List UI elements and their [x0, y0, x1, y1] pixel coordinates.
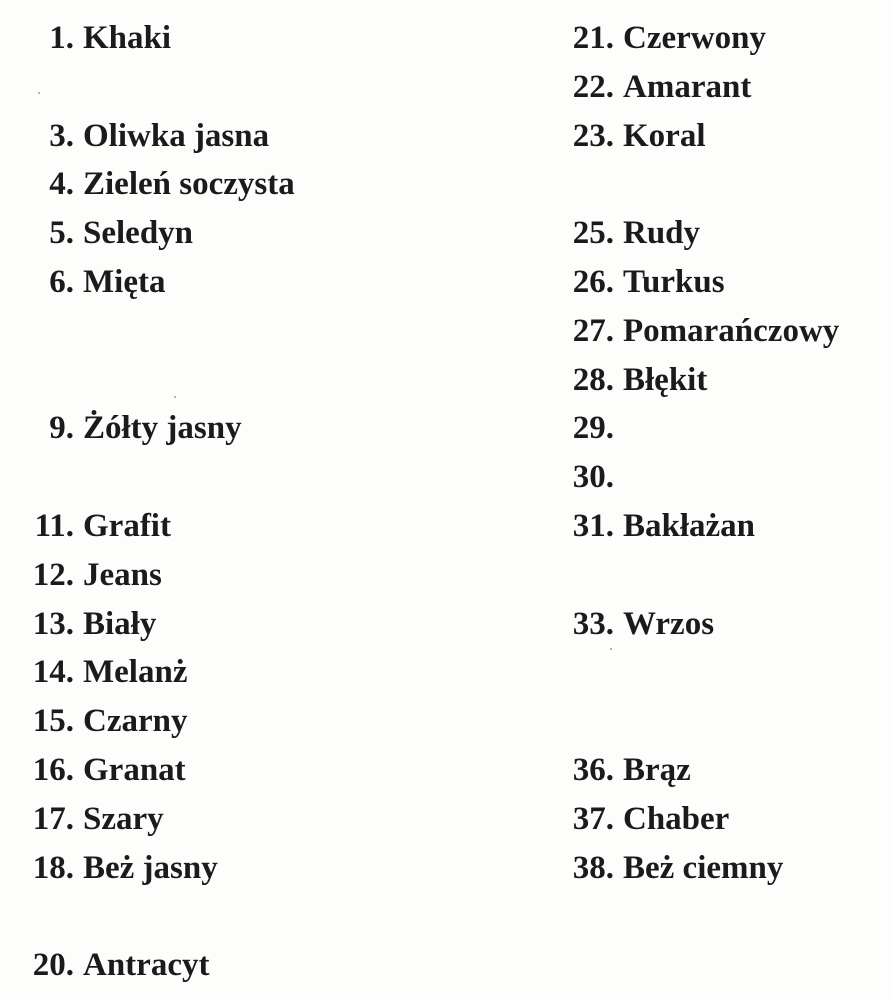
color-list-item [28, 307, 448, 356]
color-list-item [566, 356, 886, 405]
item-number: 6. [49, 263, 74, 300]
color-list-item [28, 795, 448, 844]
item-number: 27. [572, 312, 614, 349]
color-list-item [566, 63, 886, 112]
color-list-item [566, 795, 886, 844]
right-color-list [566, 14, 886, 892]
item-number: 38. [572, 849, 614, 886]
item-number: 20. [32, 947, 74, 984]
item-number: 5. [49, 215, 74, 252]
item-number: 17. [32, 800, 74, 837]
left-color-list [28, 14, 448, 990]
color-list-item [28, 63, 448, 112]
color-list-item [28, 844, 448, 893]
item-number: 16. [32, 751, 74, 788]
color-list-item [28, 697, 448, 746]
color-list-item [28, 160, 448, 209]
color-name: Jeans [83, 556, 162, 593]
color-name: Seledyn [83, 215, 194, 252]
color-list-item [566, 648, 886, 697]
color-name: Oliwka jasna [83, 117, 270, 154]
color-list-item [28, 258, 448, 307]
color-name: Turkus [623, 263, 725, 300]
scan-speck [38, 92, 40, 94]
color-list-item [28, 746, 448, 795]
color-name: Biały [83, 605, 157, 642]
item-number: 1. [49, 20, 74, 56]
item-number: 13. [32, 605, 74, 642]
color-list-item [566, 600, 886, 649]
item-number: 11. [34, 507, 74, 544]
item-number: 26. [572, 263, 614, 300]
item-number: 36. [572, 751, 614, 788]
item-number: 22. [572, 68, 614, 105]
color-name: Khaki [83, 20, 172, 56]
color-list-item [566, 404, 886, 453]
color-name: Brąz [623, 751, 691, 788]
color-list-item [28, 453, 448, 502]
item-number: 21. [572, 20, 614, 56]
color-list-item [28, 14, 448, 63]
color-list-item [28, 356, 448, 405]
color-name: Granat [83, 751, 186, 788]
scan-speck [174, 396, 176, 398]
color-list-item [28, 502, 448, 551]
color-name: Beż jasny [83, 849, 218, 886]
color-name: Antracyt [83, 947, 210, 984]
color-list-item [28, 209, 448, 258]
color-list-item [566, 502, 886, 551]
color-name: Grafit [83, 507, 171, 544]
item-number: 25. [572, 215, 614, 252]
color-list-item [28, 551, 448, 600]
color-list-item [28, 941, 448, 990]
color-list-item [566, 746, 886, 795]
item-number: 37. [572, 800, 614, 837]
item-number: 30. [572, 459, 614, 496]
color-name: Chaber [623, 800, 730, 837]
item-number: 18. [32, 849, 74, 886]
color-name: Koral [623, 117, 706, 154]
item-number: 9. [49, 410, 74, 447]
color-name: Rudy [623, 215, 701, 252]
color-name: Zieleń soczysta [83, 166, 295, 203]
item-number: 31. [572, 507, 614, 544]
item-number: 3. [49, 117, 74, 154]
item-number: 15. [32, 703, 74, 740]
color-name: Wrzos [623, 605, 715, 642]
item-number: 29. [572, 410, 614, 447]
color-name: Amarant [623, 68, 752, 105]
color-list-item [566, 258, 886, 307]
color-list-item [566, 453, 886, 502]
color-name: Beż ciemny [623, 849, 784, 886]
color-list-item [28, 404, 448, 453]
color-list-item [28, 112, 448, 161]
color-name: Pomarańczowy [623, 312, 840, 349]
color-name: Bakłażan [623, 507, 756, 544]
color-name: Żółty jasny [83, 410, 242, 447]
color-list-item [566, 160, 886, 209]
color-list-item [566, 844, 886, 893]
item-number: 33. [572, 605, 614, 642]
color-list-item [28, 892, 448, 941]
color-list-item [566, 112, 886, 161]
item-number: 14. [32, 654, 74, 691]
item-number: 28. [572, 361, 614, 398]
color-name: Czerwony [623, 20, 766, 56]
item-number: 23. [572, 117, 614, 154]
color-name: Melanż [83, 654, 188, 691]
color-name: Szary [83, 800, 164, 837]
color-list-item [28, 648, 448, 697]
color-list-item [566, 697, 886, 746]
color-list-item [566, 209, 886, 258]
color-name: Mięta [83, 263, 166, 300]
color-name: Czarny [83, 703, 188, 740]
color-list-item [566, 14, 886, 63]
item-number: 4. [49, 166, 74, 203]
scan-speck [610, 648, 612, 650]
color-list-item [28, 600, 448, 649]
color-list-item [566, 551, 886, 600]
color-name: Błękit [623, 361, 708, 398]
item-number: 12. [32, 556, 74, 593]
color-list-item [566, 307, 886, 356]
